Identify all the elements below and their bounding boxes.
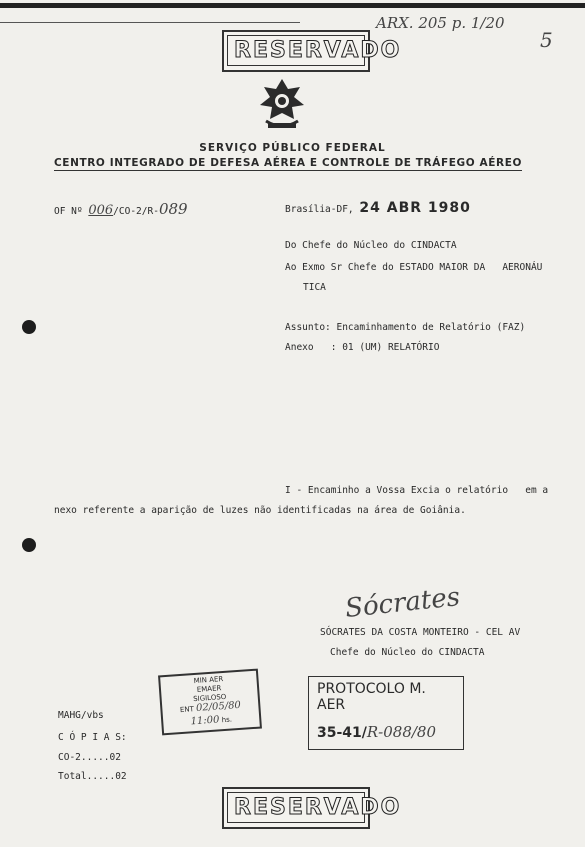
handwritten-signature: Sócrates: [343, 582, 462, 624]
from-line: Do Chefe do Núcleo do CINDACTA: [285, 240, 457, 251]
protocol-stamp: [308, 676, 464, 750]
footer-total: Total.....02: [58, 771, 127, 782]
office-number: 006: [88, 203, 114, 218]
protocol-title: PROTOCOLO M. AER: [317, 681, 426, 713]
date-line: [285, 200, 471, 216]
punch-hole-bottom: [22, 538, 36, 552]
office-reference: [54, 200, 188, 218]
protocol-number: R-088/80: [366, 723, 437, 741]
header-line-2: CENTRO INTEGRADO DE DEFESA AÉREA E CONTROLE DE TRÁFEGO AÉREO: [54, 157, 522, 169]
coat-of-arms-emblem: [258, 77, 306, 133]
subject-line: Assunto: Encaminhamento de Relatório (FAZ): [285, 322, 526, 333]
archive-reference: ARX. 205 p. 1/20: [376, 14, 505, 32]
footer-co2: CO-2.....02: [58, 752, 121, 763]
signer-name: SÓCRATES DA COSTA MONTEIRO - CEL AV: [320, 627, 521, 638]
top-border-thin-line: [0, 22, 300, 23]
receipt-stamp-line-3: SIGILOSO: [192, 692, 227, 703]
page-number: 5: [540, 28, 553, 52]
reference-prefix: OF Nº: [54, 206, 83, 217]
protocol-number-line: [317, 723, 455, 741]
to-line-1: Ao Exmo Sr Chefe do ESTADO MAIOR DA AERONÁU: [285, 262, 543, 273]
office-suffix: 089: [158, 200, 188, 218]
punch-hole-top: [22, 320, 36, 334]
receipt-stamp-line-1: MIN AER: [193, 675, 224, 686]
receipt-stamp: [158, 669, 262, 736]
reference-mid: /CO-2/R-: [113, 206, 159, 217]
receipt-stamp-line-2: EMAER: [196, 683, 222, 694]
body-line-1: I - Encaminho a Vossa Excia o relatório em a: [285, 485, 549, 496]
receipt-stamp-ent-label: ENT: [179, 705, 195, 715]
date-place: Brasília-DF,: [285, 204, 354, 215]
date-stamp: 24 ABR 1980: [359, 200, 471, 216]
footer-initials: MAHG/vbs: [58, 710, 104, 721]
body-line-2: nexo referente a aparição de luzes não identificadas na área de Goiânia.: [54, 505, 466, 516]
receipt-stamp-time: 11:00: [190, 714, 220, 728]
reserved-stamp-bottom: RESERVADO: [222, 787, 370, 829]
signer-title: Chefe do Núcleo do CINDACTA: [330, 647, 485, 658]
top-border-line: [0, 3, 585, 8]
receipt-stamp-time-unit: hs.: [221, 715, 233, 724]
annex-line: Anexo : 01 (UM) RELATÓRIO: [285, 342, 440, 353]
header-line-1: SERVIÇO PÚBLICO FEDERAL: [199, 142, 386, 154]
to-line-2: TICA: [303, 282, 326, 293]
protocol-prefix: 35-41/: [317, 725, 367, 741]
reserved-stamp-top: RESERVADO: [222, 30, 370, 72]
footer-copies-label: C Ó P I A S:: [58, 732, 127, 743]
receipt-stamp-ent-date: 02/05/80: [195, 700, 242, 715]
